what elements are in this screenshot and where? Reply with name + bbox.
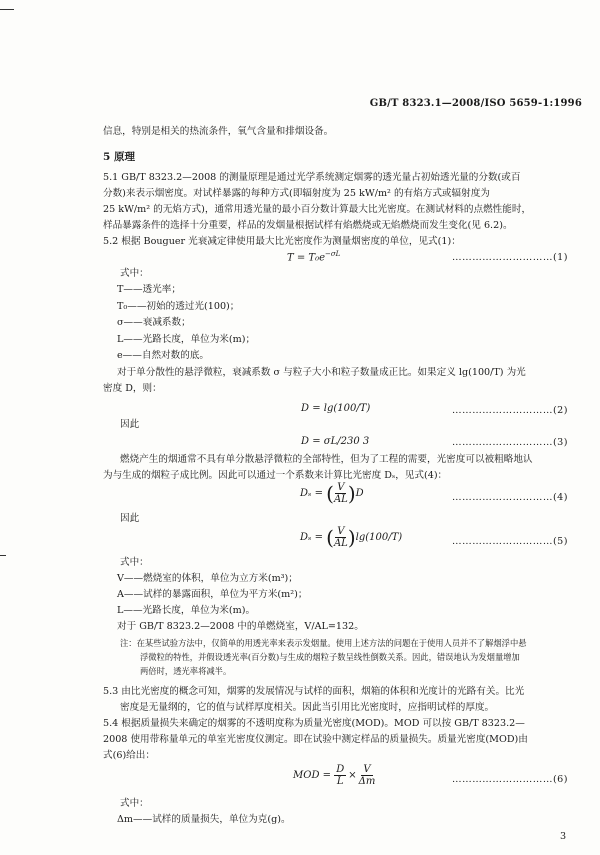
text-line: 分数)来表示烟密度。对试样暴露的每种方式(即辐射度为 25 kW/m² 的有焰方式或辐射度为 <box>103 188 490 199</box>
text-line: 样品暴露条件的选择十分重要，样品的发烟量根据试样有焰燃烧或无焰燃烧而发生变化(见 6.2)。 <box>103 220 513 231</box>
equation-5: Dₛ = ( $\frac{V}{AL}$ )lg(100/T) <box>300 525 403 550</box>
equation-6: MOD = $\frac{D}{L}$ × $\frac{V}{\Delta m}$ <box>293 764 376 787</box>
equation-number-6: …………………………(6) <box>452 774 569 785</box>
variable-definition: T₀——初始的透过光(100)； <box>117 301 240 312</box>
text-line: 式中： <box>120 268 149 279</box>
note-line: 注：在某些试验方法中，仅简单的用透光率来表示发烟量。使用上述方法的问题在于使用人员并不了解烟浮中悬 <box>120 638 527 648</box>
text-line: 5.3 由比光密度的概念可知，烟雾的发展情况与试样的面积，烟箱的体积和光度计的光路有关。比光 <box>103 686 525 697</box>
crop-mark-top-left <box>0 9 14 10</box>
text-line: 密度 D，则： <box>103 383 162 394</box>
variable-definition: L——光路长度，单位为米(m)； <box>117 334 256 345</box>
standard-number-header: GB/T 8323.1—2008/ISO 5659-1:1996 <box>369 98 582 109</box>
equation-number-3: …………………………(3) <box>452 437 569 448</box>
text-line: 为与生成的烟粒子成比例。因此可以通过一个系数来计算比光密度 Dₛ，见式(4)： <box>103 470 448 481</box>
text-line: 燃烧产生的烟通常不具有单分散悬浮微粒的全部特性，但为了工程的需要，光密度可以被粗略地认 <box>120 454 533 465</box>
variable-definition: σ——衰减系数； <box>117 317 191 328</box>
variable-definition: L——光路长度，单位为米(m)。 <box>117 605 256 616</box>
equation-number-5: …………………………(5) <box>452 536 569 547</box>
text-line: 对于 GB/T 8323.2—2008 中的单燃烧室，V/AL=132。 <box>117 621 364 632</box>
variable-definition: A——试样的暴露面积，单位为平方米(m²)； <box>117 589 308 600</box>
equation-4: Dₛ = ( $\frac{V}{AL}$ )D <box>300 481 364 506</box>
text-line: 2008 使用带称量单元的单室光密度仪测定。即在试验中测定样品的质量损失。质量光密度(MOD)由 <box>103 734 528 745</box>
note-line: 两倍时，透光率将减半。 <box>140 666 232 676</box>
text-line: 式中： <box>120 798 149 809</box>
equation-3: D = σL/230 3 <box>301 436 370 447</box>
page-number: 3 <box>560 831 567 842</box>
text-line: 因此 <box>120 419 140 430</box>
crop-mark-left <box>0 555 6 556</box>
variable-definition: T——透光率； <box>117 284 181 295</box>
text-line: 密度是无量纲的，它的值与试样厚度相关。因此当引用比光密度时，应指明试样的厚度。 <box>120 702 495 713</box>
text-line: 信息，特别是相关的热流条件，氧气含量和排烟设备。 <box>103 126 334 137</box>
equation-number-1: …………………………(1) <box>452 252 569 263</box>
equation-number-2: …………………………(2) <box>452 405 569 416</box>
equation-1: $T = T_0e^{-\sigma L}$ <box>287 250 341 264</box>
equation-number-4: …………………………(4) <box>452 492 569 503</box>
text-line: 5.1 GB/T 8323.2—2008 的测量原理是通过光学系统测定烟雾的透光量占初始透光量的分数(或百 <box>103 172 521 183</box>
text-line: 5.2 根据 Bouguer 光衰减定律使用最大比光密度作为测量烟密度的单位，见式(1)： <box>103 236 461 247</box>
text-line: 5.4 根据质量损失来确定的烟雾的不透明度称为质量光密度(MOD)。MOD 可以按 GB/T 8323.2— <box>103 718 525 729</box>
text-line: 对于单分散性的悬浮微粒，衰减系数 σ 与粒子大小和粒子数量成正比。如果定义 lg(100/T) 为光 <box>117 367 526 378</box>
text-line: 25 kW/m² 的无焰方式)，通常用透光量的最小百分数计算最大比光密度。在测试材料的点燃性能时， <box>103 204 532 215</box>
note-line: 浮微粒的特性，并假设透光率(百分数)与生成的烟粒子数呈线性倒数关系。因此，错误地认为发烟量增加 <box>140 652 520 662</box>
text-line: 式中： <box>120 557 149 568</box>
variable-definition: V——燃烧室的体积，单位为立方米(m³)； <box>117 573 298 584</box>
section-heading-5: 5 原理 <box>103 151 135 163</box>
text-line: 因此 <box>120 513 140 524</box>
equation-2: D = lg(100/T) <box>301 403 371 414</box>
text-line: 式(6)给出： <box>103 750 155 761</box>
variable-definition: e——自然对数的底。 <box>117 350 210 361</box>
variable-definition: Δm——试样的质量损失，单位为克(g)。 <box>117 814 291 825</box>
